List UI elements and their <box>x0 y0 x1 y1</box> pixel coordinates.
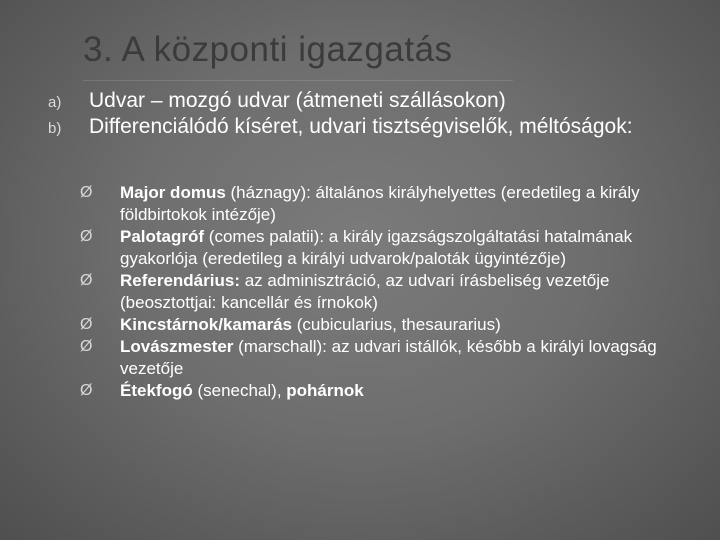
sub-item-description: az adminisztráció, az udvari írásbeliség vezetője (beosztottjai: kancellár és írnokok) <box>120 271 610 312</box>
sub-item-text <box>120 380 690 402</box>
title-divider <box>83 80 513 81</box>
list-item-text: Udvar – mozgó udvar (átmeneti szállásokon) <box>89 89 506 112</box>
sub-list-item <box>0 336 720 380</box>
arrow-bullet-icon: Ø <box>80 184 93 201</box>
sub-list-item <box>0 270 720 314</box>
sub-list-item <box>0 226 720 270</box>
sub-item-term: Referendárius: <box>120 271 240 290</box>
sub-item-text <box>120 226 690 270</box>
sub-item-text <box>120 270 690 314</box>
sub-item-description: (cubicularius, thesaurarius) <box>291 315 501 334</box>
sub-item-term: Étekfogó <box>120 381 193 400</box>
sub-item-text <box>120 336 690 380</box>
sub-list-item <box>0 314 720 336</box>
list-item <box>0 88 720 114</box>
sub-item-term: Palotagróf <box>120 227 205 246</box>
arrow-bullet-icon: Ø <box>80 272 93 289</box>
arrow-bullet-icon: Ø <box>80 316 93 333</box>
sub-item-text <box>120 314 690 336</box>
list-marker: a) <box>48 94 62 111</box>
list-item <box>0 114 720 140</box>
arrow-bullet-icon: Ø <box>80 382 93 399</box>
main-list <box>0 88 720 140</box>
sub-item-term: Lovászmester <box>120 337 234 356</box>
arrow-bullet-icon: Ø <box>80 228 93 245</box>
sub-list <box>0 182 720 402</box>
list-marker: b) <box>48 120 62 137</box>
slide-title: 3. A központi igazgatás <box>83 30 453 69</box>
sub-list-item <box>0 182 720 226</box>
sub-item-term: Major domus <box>120 183 226 202</box>
sub-item-text <box>120 182 690 226</box>
sub-list-item <box>0 380 720 402</box>
sub-item-description: (marschall): az udvari istállók, később a királyi lovagság vezetője <box>120 337 657 378</box>
sub-item-description: (senechal), <box>192 381 287 400</box>
arrow-bullet-icon: Ø <box>80 338 93 355</box>
sub-item-description: (háznagy): általános királyhelyettes (eredetileg a király földbirtokok intézője) <box>120 183 640 224</box>
sub-item-description: (comes palatii): a király igazságszolgáltatási hatalmának gyakorlója (eredetileg a királyi udvarok/paloták ügyintézője) <box>120 227 633 268</box>
sub-item-term: Kincstárnok/kamarás <box>120 315 292 334</box>
list-item-text: Differenciálódó kíséret, udvari tisztségviselők, méltóságok: <box>89 115 633 138</box>
sub-item-term-secondary: pohárnok <box>286 381 364 400</box>
